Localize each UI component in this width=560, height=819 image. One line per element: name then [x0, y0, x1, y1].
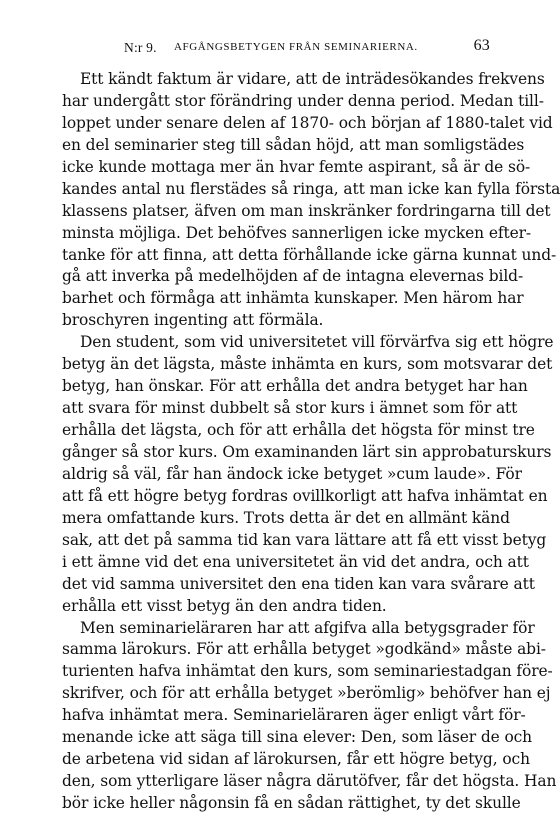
text-line: betyg, han önskar. För att erhålla det andra betyget har han — [62, 377, 528, 396]
text-line: de arbetena vid sidan af lärokursen, får ett högre betyg, och — [62, 750, 530, 769]
text-line: turienten hafva inhämtat den kurs, som seminariestadgan före- — [62, 662, 553, 681]
text-line: den, som ytterligare läser några därutöfver, får det högsta. Han — [62, 772, 557, 791]
text-line: klassens platser, äfven om man inskränker fordringarna till det — [62, 201, 551, 220]
text-line: i ett ämne vid det ena universitetet än vid det andra, och att — [62, 552, 529, 571]
text-line: Men seminarieläraren har att afgifva alla betygsgrader för — [80, 618, 535, 637]
running-head — [62, 36, 490, 62]
text-line: betyg än det lägsta, måste inhämta en kurs, som motsvarar det — [62, 355, 553, 374]
text-line: erhålla ett visst betyg än den andra tiden. — [62, 596, 387, 615]
text-line: minsta möjliga. Det behöfves sannerligen icke mycken efter- — [62, 223, 532, 242]
text-line: skrifver, och för att erhålla betyget »berömlig» behöfver han ej — [62, 684, 551, 703]
text-line: att svara för minst dubbelt så stor kurs i ämnet som för att — [62, 399, 518, 418]
text-line: gå att inverka på medelhöjden af de intagna elevernas bild- — [62, 267, 524, 286]
text-line: loppet under senare delen af 1870- och början af 1880-talet vid — [62, 113, 553, 132]
text-line: erhålla det lägsta, och för att erhålla det högsta för minst tre — [62, 421, 535, 440]
chapter-number: N:r 9. — [124, 40, 157, 55]
text-line: kandes antal nu flerstädes så ringa, att man icke kan fylla första — [62, 179, 560, 198]
text-line: en del seminarier steg till sådan höjd, att man somligstädes — [62, 135, 525, 154]
text-line: hafva inhämtat mera. Seminarieläraren äger enligt vårt för- — [62, 706, 526, 725]
text-line: broschyren ingenting att förmäla. — [62, 311, 324, 330]
text-line: icke kunde mottaga mer än hvar femte aspirant, så är de sö- — [62, 157, 531, 176]
text-line: Ett kändt faktum är vidare, att de inträdesökandes frekvens — [80, 70, 545, 88]
page-number: 63 — [473, 37, 490, 54]
text-line: tanke för att finna, att detta förhållande icke gärna kunnat und- — [62, 245, 557, 264]
text-line: Den student, som vid universitetet vill förvärfva sig ett högre — [80, 333, 554, 352]
text-line: sak, att det på samma tid kan vara lättare att få ett visst betyg — [62, 530, 547, 549]
text-line: bör icke heller någonsin få en sådan rättighet, ty det skulle — [62, 794, 521, 813]
text-line: gånger så stor kurs. Om examinanden lärt sin approbaturskurs — [62, 443, 552, 461]
text-line: att få ett högre betyg fordras ovillkorligt att hafva inhämtat en — [62, 486, 548, 505]
running-title: AFGÅNGSBETYGEN FRÅN SEMINARIERNA. — [174, 41, 418, 53]
text-line: det vid samma universitet den ena tiden kan vara svårare att — [62, 574, 535, 593]
text-line: mera omfattande kurs. Trots detta är det en allmänt känd — [62, 508, 510, 527]
text-line: samma lärokurs. För att erhålla betyget »godkänd» måste abi- — [62, 640, 546, 659]
text-line: aldrig så väl, får han ändock icke betyget »cum laude». För — [62, 464, 522, 483]
text-line: menande icke att säga till sina elever: Den, som läser de och — [62, 728, 533, 747]
text-line: har undergått stor förändring under denna period. Medan till- — [62, 91, 544, 110]
text-line: barhet och förmåga att inhämta kunskaper. Men härom har — [62, 289, 524, 308]
